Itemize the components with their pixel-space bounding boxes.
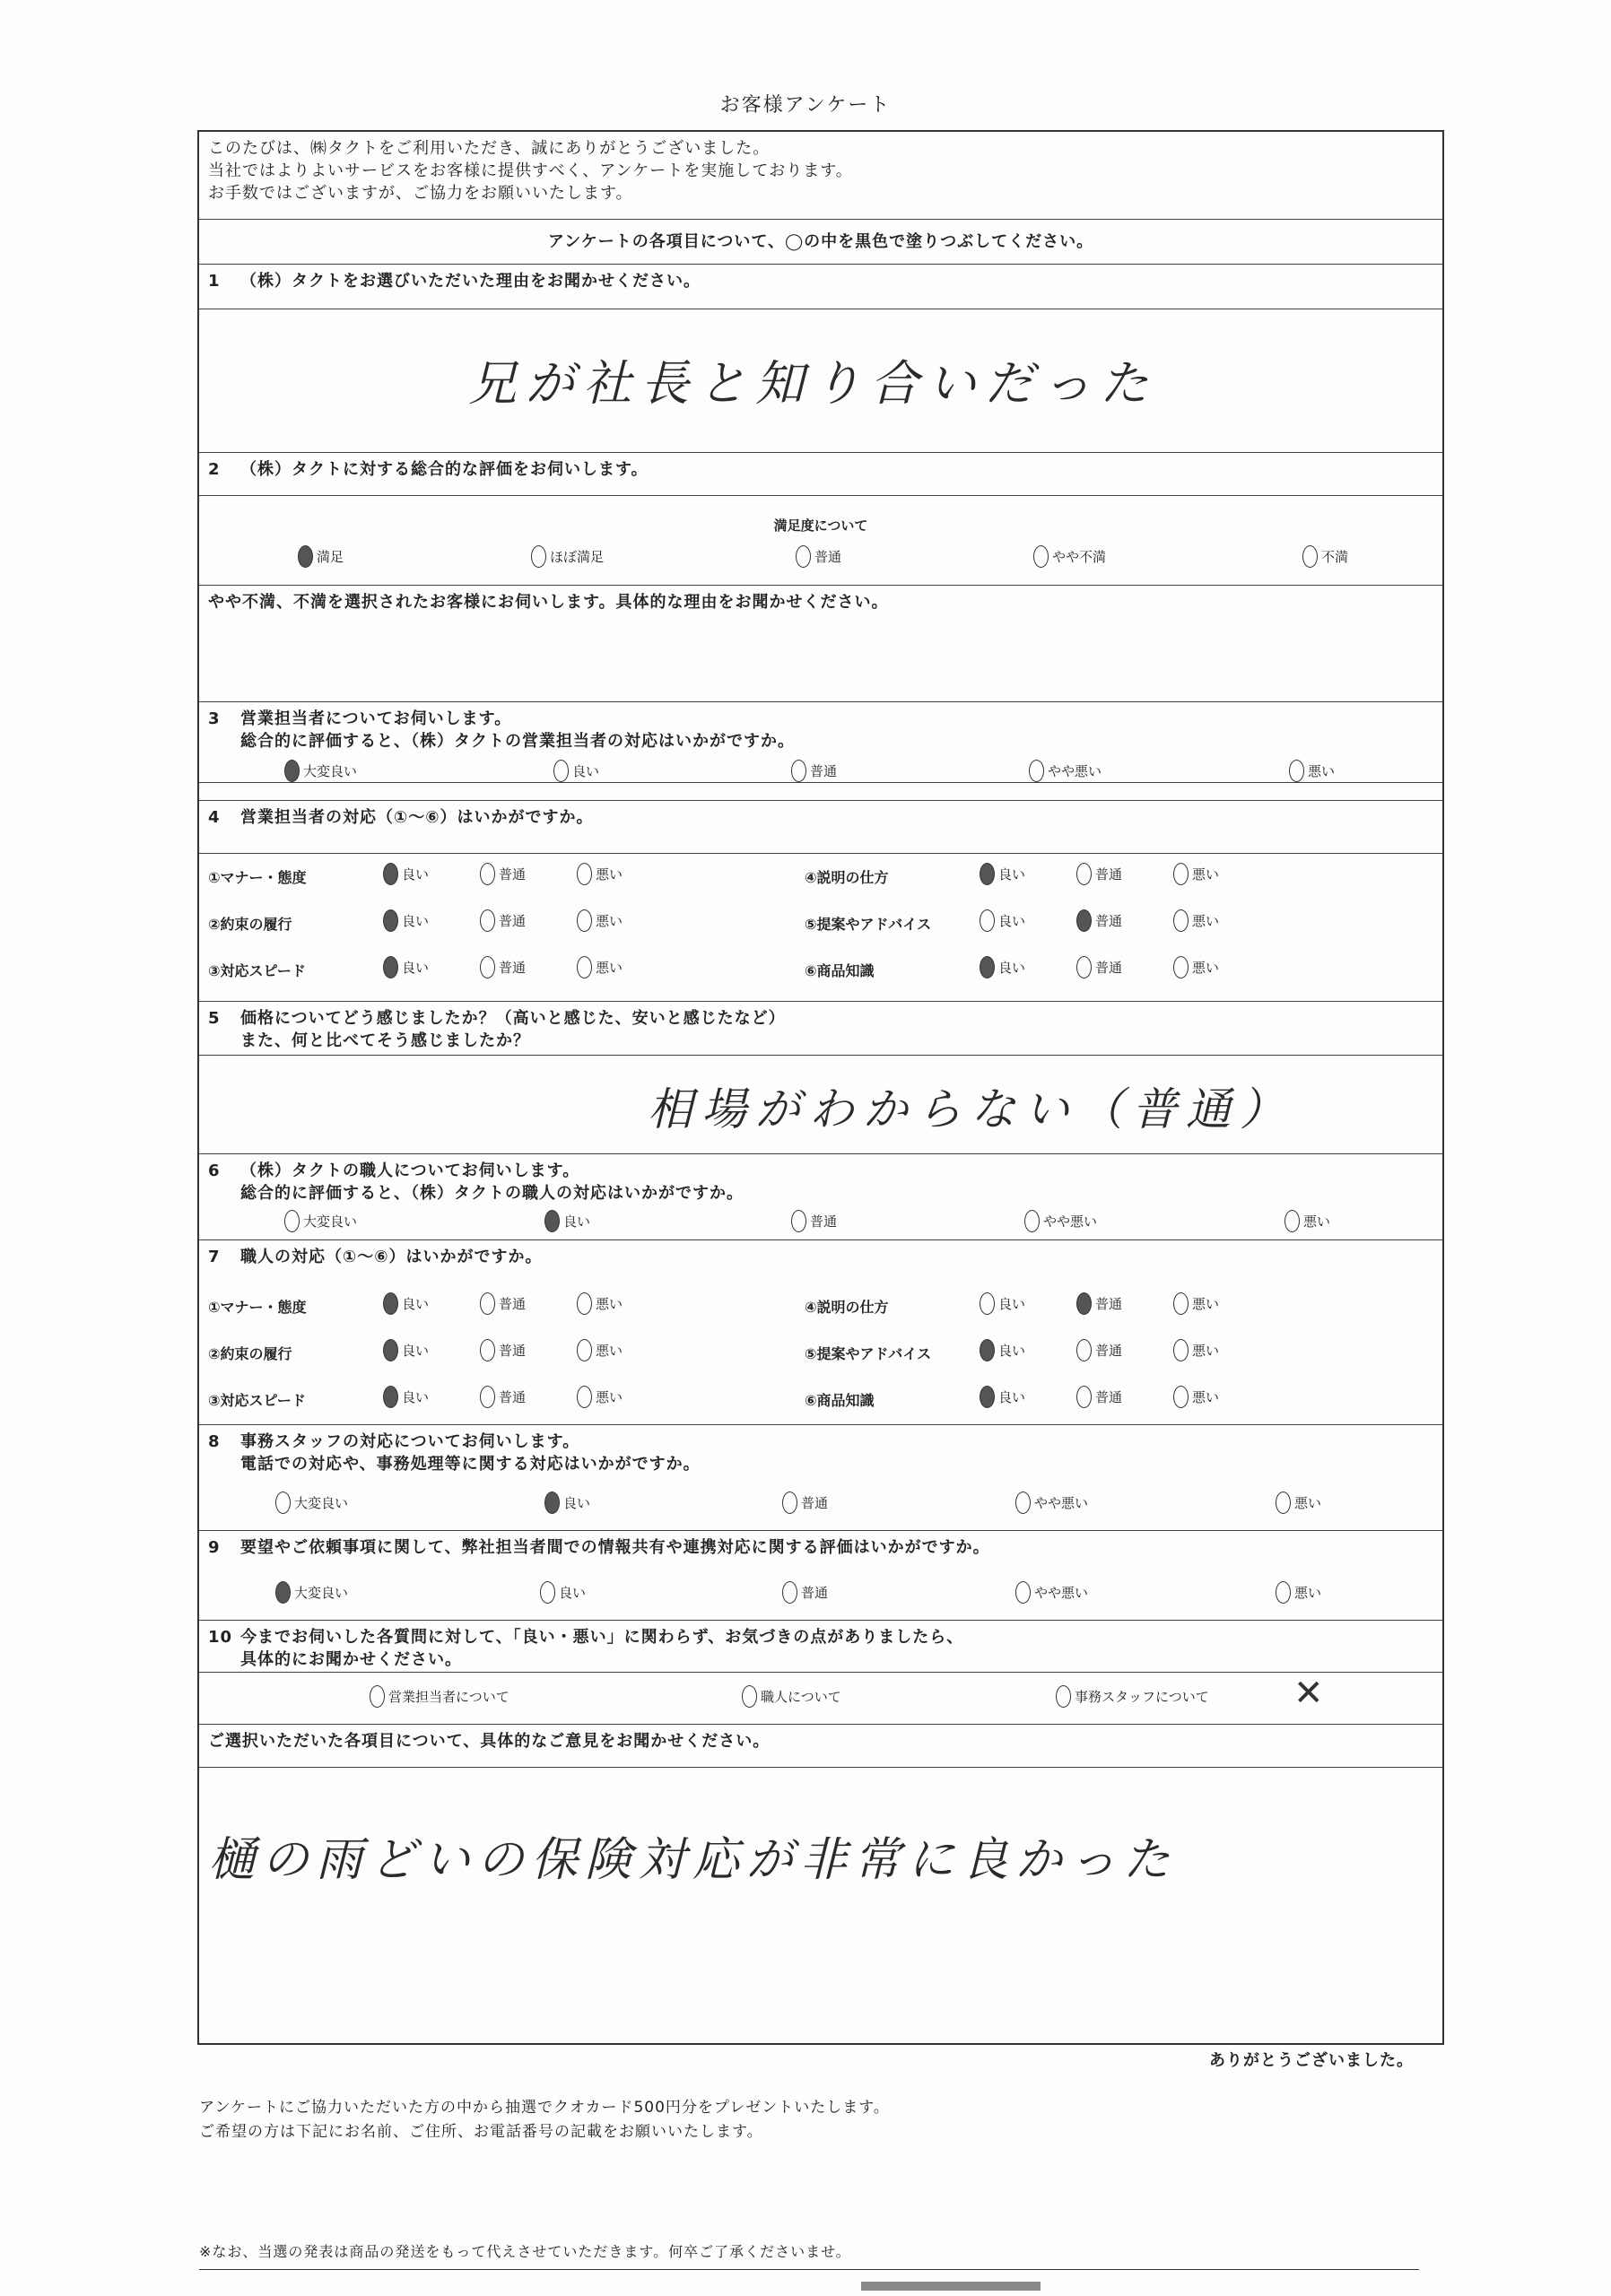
q4-header xyxy=(199,800,1442,854)
q2-option-label: 不満 xyxy=(1321,549,1349,565)
q1-answer-box[interactable] xyxy=(199,309,1442,453)
radio-circle-icon[interactable] xyxy=(980,909,995,932)
intro-line: このたびは、㈱タクトをご利用いただき、誠にありがとうございました。 xyxy=(208,139,771,158)
q7-scale-label: 悪い xyxy=(596,1296,623,1312)
radio-circle-icon[interactable] xyxy=(980,1292,995,1315)
q6-option[interactable] xyxy=(284,1210,357,1232)
q4-scale-label: 普通 xyxy=(1095,960,1123,976)
radio-circle-icon[interactable] xyxy=(1173,1292,1189,1315)
radio-circle-icon[interactable] xyxy=(1024,1210,1040,1232)
q2-option[interactable] xyxy=(531,545,604,568)
q8-option-label: 悪い xyxy=(1294,1495,1322,1511)
q4-scale-label: 悪い xyxy=(1192,960,1220,976)
q7-scale-label: 普通 xyxy=(1095,1343,1123,1359)
q4-number: 4 xyxy=(208,808,221,827)
q8-option[interactable] xyxy=(1015,1492,1088,1514)
footer-line: ご希望の方は下記にお名前、ご住所、お電話番号の記載をお願いいたします。 xyxy=(199,2123,763,2141)
radio-circle-icon[interactable] xyxy=(577,1386,592,1408)
q3-option[interactable] xyxy=(284,760,357,782)
q4-scale-option[interactable] xyxy=(1076,956,1122,978)
radio-circle-icon[interactable] xyxy=(1076,909,1092,932)
q7-item-label: ⑤提案やアドバイス xyxy=(805,1345,932,1362)
q6-option-label: 大変良い xyxy=(303,1213,358,1230)
q9-options-row xyxy=(199,1569,1442,1621)
q6-option[interactable] xyxy=(791,1210,837,1232)
radio-circle-icon[interactable] xyxy=(980,863,995,885)
radio-circle-icon[interactable] xyxy=(577,956,592,978)
q4-scale-label: 悪い xyxy=(596,960,623,976)
radio-circle-icon[interactable] xyxy=(480,1386,495,1408)
q6-option-label: 良い xyxy=(563,1213,591,1230)
q10-followup-text: ご選択いただいた各項目について、具体的なご意見をお聞かせください。 xyxy=(208,1732,771,1751)
q4-scale-label: 良い xyxy=(998,866,1026,883)
q4-scale-option[interactable] xyxy=(480,863,526,885)
q3-option-label: 良い xyxy=(572,763,600,779)
q7-scale-option[interactable] xyxy=(1173,1292,1219,1315)
q10-answer-box[interactable] xyxy=(199,1768,1442,2045)
q3-line2: 総合的に評価すると、（株）タクトの営業担当者の対応はいかがですか。 xyxy=(240,732,795,751)
q4-item-label: ⑥商品知識 xyxy=(805,962,875,979)
q7-header xyxy=(199,1240,1442,1283)
q5-handwritten-answer: 相場がわからない（普通） xyxy=(648,1083,1293,1135)
q4-scale-option[interactable] xyxy=(980,956,1025,978)
q7-text: 職人の対応（①～⑥）はいかがですか。 xyxy=(240,1248,543,1266)
footer-divider xyxy=(199,2269,1419,2270)
q10-header xyxy=(199,1621,1442,1673)
q9-option[interactable] xyxy=(275,1581,348,1604)
radio-circle-icon[interactable] xyxy=(531,545,546,568)
q10-followup-header xyxy=(199,1725,1442,1768)
q10-option-label: 営業担当者について xyxy=(388,1689,509,1705)
q7-item-label: ④説明の仕方 xyxy=(805,1299,889,1316)
q5-number: 5 xyxy=(208,1009,221,1028)
q4-scale-option[interactable] xyxy=(1173,863,1219,885)
q8-option[interactable] xyxy=(275,1492,348,1514)
radio-circle-icon[interactable] xyxy=(1173,956,1189,978)
q3-option-label: 悪い xyxy=(1308,763,1336,779)
thanks-text: ありがとうございました。 xyxy=(1209,2051,1414,2070)
q4-text: 営業担当者の対応（①～⑥）はいかがですか。 xyxy=(240,808,594,827)
q4-grid xyxy=(199,854,1442,1002)
radio-circle-icon[interactable] xyxy=(1302,545,1318,568)
q7-scale-option[interactable] xyxy=(577,1339,623,1361)
q2-option[interactable] xyxy=(1033,545,1106,568)
radio-circle-icon[interactable] xyxy=(980,1339,995,1361)
q7-scale-label: 悪い xyxy=(1192,1296,1220,1312)
q2-option-label: 普通 xyxy=(814,549,842,565)
q10-line2: 具体的にお聞かせください。 xyxy=(240,1650,462,1669)
q7-scale-label: 悪い xyxy=(596,1343,623,1359)
radio-circle-icon[interactable] xyxy=(577,1292,592,1315)
q10-option[interactable] xyxy=(1056,1685,1209,1708)
q4-item-label: ④説明の仕方 xyxy=(805,869,889,886)
radio-circle-icon[interactable] xyxy=(383,909,398,932)
q7-scale-option[interactable] xyxy=(383,1339,429,1361)
q6-option-label: 普通 xyxy=(810,1213,838,1230)
q2-followup-box[interactable] xyxy=(199,586,1442,702)
q6-line2: 総合的に評価すると、（株）タクトの職人の対応はいかがですか。 xyxy=(240,1184,744,1203)
radio-circle-icon[interactable] xyxy=(1076,1292,1092,1315)
q9-option[interactable] xyxy=(1276,1581,1321,1604)
q9-option-label: 悪い xyxy=(1294,1585,1322,1601)
q1-text: （株）タクトをお選びいただいた理由をお聞かせください。 xyxy=(240,272,701,291)
q4-scale-label: 良い xyxy=(998,960,1026,976)
q9-option[interactable] xyxy=(782,1581,828,1604)
survey-form xyxy=(197,130,1444,2045)
q2-option[interactable] xyxy=(298,545,344,568)
radio-circle-icon[interactable] xyxy=(480,863,495,885)
q6-option[interactable] xyxy=(1024,1210,1097,1232)
q4-scale-label: 良い xyxy=(402,866,430,883)
radio-circle-icon[interactable] xyxy=(544,1210,560,1232)
q6-option[interactable] xyxy=(544,1210,590,1232)
radio-circle-icon[interactable] xyxy=(796,545,811,568)
q5-header xyxy=(199,1002,1442,1056)
q6-number: 6 xyxy=(208,1161,221,1180)
q6-option[interactable] xyxy=(1284,1210,1330,1232)
q9-option-label: やや悪い xyxy=(1034,1585,1089,1601)
q7-scale-label: 悪い xyxy=(1192,1389,1220,1405)
q4-scale-option[interactable] xyxy=(577,863,623,885)
radio-circle-icon[interactable] xyxy=(782,1492,797,1514)
q7-grid xyxy=(199,1283,1442,1425)
q5-line2: また、何と比べてそう感じましたか？ xyxy=(240,1031,530,1050)
q7-scale-option[interactable] xyxy=(577,1386,623,1408)
radio-circle-icon[interactable] xyxy=(1015,1492,1031,1514)
radio-circle-icon[interactable] xyxy=(1029,760,1044,782)
radio-circle-icon[interactable] xyxy=(1276,1492,1291,1514)
q7-number: 7 xyxy=(208,1248,221,1266)
q6-header xyxy=(199,1154,1442,1203)
radio-circle-icon[interactable] xyxy=(577,863,592,885)
q2-sub-label: 満足度について xyxy=(773,517,868,534)
q8-option[interactable] xyxy=(782,1492,828,1514)
radio-circle-icon[interactable] xyxy=(275,1492,291,1514)
q9-option[interactable] xyxy=(540,1581,586,1604)
q10-cross-mark: ✕ xyxy=(1293,1673,1324,1714)
q4-scale-label: 悪い xyxy=(1192,913,1220,929)
radio-circle-icon[interactable] xyxy=(480,909,495,932)
radio-circle-icon[interactable] xyxy=(577,1339,592,1361)
bottom-bar xyxy=(861,2282,1041,2291)
q9-number: 9 xyxy=(208,1538,221,1557)
q3-option-label: やや悪い xyxy=(1048,763,1102,779)
radio-circle-icon[interactable] xyxy=(284,1210,300,1232)
q2-option-label: 満足 xyxy=(317,549,344,565)
radio-circle-icon[interactable] xyxy=(1289,760,1304,782)
radio-circle-icon[interactable] xyxy=(1173,1386,1189,1408)
q4-scale-option[interactable] xyxy=(577,909,623,932)
q10-number: 10 xyxy=(208,1628,233,1647)
q7-item-label: ③対応スピード xyxy=(208,1392,306,1409)
q7-scale-label: 良い xyxy=(998,1296,1026,1312)
q8-number: 8 xyxy=(208,1432,221,1451)
q4-scale-option[interactable] xyxy=(577,956,623,978)
q8-option-label: 良い xyxy=(563,1495,591,1511)
q4-scale-label: 普通 xyxy=(499,866,527,883)
q7-scale-option[interactable] xyxy=(383,1386,429,1408)
radio-circle-icon[interactable] xyxy=(383,956,398,978)
radio-circle-icon[interactable] xyxy=(1015,1581,1031,1604)
instruction: アンケートの各項目について、◯の中を黒色で塗りつぶしてください。 xyxy=(199,220,1442,265)
q8-option[interactable] xyxy=(1276,1492,1321,1514)
q4-scale-option[interactable] xyxy=(383,909,429,932)
radio-circle-icon[interactable] xyxy=(275,1581,291,1604)
q10-option[interactable] xyxy=(742,1685,841,1708)
q4-scale-label: 普通 xyxy=(499,960,527,976)
q9-header xyxy=(199,1531,1442,1569)
q4-scale-label: 普通 xyxy=(499,913,527,929)
q1-handwritten-answer: 兄が社長と知り合いだった xyxy=(468,355,1157,412)
q8-options-row xyxy=(199,1479,1442,1531)
q7-scale-option[interactable] xyxy=(1076,1339,1122,1361)
radio-circle-icon[interactable] xyxy=(383,1386,398,1408)
q2-option[interactable] xyxy=(1302,545,1348,568)
q7-scale-option[interactable] xyxy=(980,1386,1025,1408)
radio-circle-icon[interactable] xyxy=(742,1685,757,1708)
radio-circle-icon[interactable] xyxy=(370,1685,385,1708)
q6-option-label: 悪い xyxy=(1303,1213,1331,1230)
q3-option[interactable] xyxy=(553,760,599,782)
q7-scale-option[interactable] xyxy=(480,1292,526,1315)
q4-scale-option[interactable] xyxy=(480,909,526,932)
q10-line1: 今までお伺いした各質問に対して、「良い・悪い」に関わらず、お気づきの点がありましたら、 xyxy=(240,1628,964,1647)
radio-circle-icon[interactable] xyxy=(1076,863,1092,885)
q7-scale-option[interactable] xyxy=(1076,1386,1122,1408)
radio-circle-icon[interactable] xyxy=(1076,956,1092,978)
q6-line1: （株）タクトの職人についてお伺いします。 xyxy=(240,1161,580,1180)
q7-scale-option[interactable] xyxy=(577,1292,623,1315)
q10-option-label: 職人について xyxy=(761,1689,841,1705)
radio-circle-icon[interactable] xyxy=(1076,1339,1092,1361)
radio-circle-icon[interactable] xyxy=(1276,1581,1291,1604)
q10-handwritten-answer: 樋の雨どいの保険対応が非常に良かった xyxy=(208,1833,1178,1887)
radio-circle-icon[interactable] xyxy=(1076,1386,1092,1408)
intro-line: お手数ではございますが、ご協力をお願いいたします。 xyxy=(208,184,633,203)
q4-scale-option[interactable] xyxy=(1173,956,1219,978)
q5-line1: 価格についてどう感じましたか？（高いと感じた、安いと感じたなど） xyxy=(240,1009,786,1028)
q8-line1: 事務スタッフの対応についてお伺いします。 xyxy=(240,1432,580,1451)
q7-scale-label: 悪い xyxy=(596,1389,623,1405)
q3-option-label: 大変良い xyxy=(303,763,358,779)
q4-scale-label: 普通 xyxy=(1095,913,1123,929)
q4-item-label: ⑤提案やアドバイス xyxy=(805,916,932,933)
q8-header xyxy=(199,1425,1442,1479)
radio-circle-icon[interactable] xyxy=(1056,1685,1071,1708)
radio-circle-icon[interactable] xyxy=(791,760,806,782)
q3-option-label: 普通 xyxy=(810,763,838,779)
q8-option-label: 普通 xyxy=(801,1495,829,1511)
radio-circle-icon[interactable] xyxy=(1284,1210,1300,1232)
q4-scale-option[interactable] xyxy=(383,863,429,885)
q2-followup-text: やや不満、不満を選択されたお客様にお伺いします。具体的な理由をお聞かせください。 xyxy=(208,593,889,612)
q4-scale-option[interactable] xyxy=(980,909,1025,932)
q2-option-label: やや不満 xyxy=(1052,549,1107,565)
q4-item-label: ③対応スピード xyxy=(208,962,306,979)
q5-answer-box[interactable] xyxy=(199,1056,1442,1154)
q2-option[interactable] xyxy=(796,545,841,568)
q7-scale-option[interactable] xyxy=(480,1339,526,1361)
q2-options-row xyxy=(199,496,1442,586)
q4-scale-label: 普通 xyxy=(1095,866,1123,883)
q4-scale-option[interactable] xyxy=(1076,863,1122,885)
radio-circle-icon[interactable] xyxy=(383,1339,398,1361)
q7-scale-option[interactable] xyxy=(383,1292,429,1315)
radio-circle-icon[interactable] xyxy=(553,760,569,782)
q7-scale-label: 普通 xyxy=(499,1389,527,1405)
radio-circle-icon[interactable] xyxy=(1173,863,1189,885)
q7-item-label: ⑥商品知識 xyxy=(805,1392,875,1409)
q4-scale-label: 良い xyxy=(998,913,1026,929)
q9-option-label: 大変良い xyxy=(294,1585,349,1601)
footnote: ※なお、当選の発表は商品の発送をもって代えさせていただきます。何卒ご了承くださいませ。 xyxy=(199,2243,851,2260)
radio-circle-icon[interactable] xyxy=(1173,1339,1189,1361)
q3-option[interactable] xyxy=(1289,760,1335,782)
intro-line: 当社ではよりよいサービスをお客様に提供すべく、アンケートを実施しております。 xyxy=(208,161,853,180)
q2-header xyxy=(199,453,1442,496)
radio-circle-icon[interactable] xyxy=(980,956,995,978)
q2-option-label: ほぼ満足 xyxy=(550,549,605,565)
q4-scale-option[interactable] xyxy=(980,863,1025,885)
q7-scale-option[interactable] xyxy=(980,1339,1025,1361)
q7-scale-label: 良い xyxy=(402,1343,430,1359)
q3-number: 3 xyxy=(208,709,221,728)
q7-scale-label: 普通 xyxy=(499,1343,527,1359)
q7-scale-option[interactable] xyxy=(1173,1386,1219,1408)
q7-scale-label: 良い xyxy=(998,1389,1026,1405)
radio-circle-icon[interactable] xyxy=(383,1292,398,1315)
radio-circle-icon[interactable] xyxy=(1173,909,1189,932)
q4-scale-option[interactable] xyxy=(480,956,526,978)
q10-option-label: 事務スタッフについて xyxy=(1075,1689,1209,1705)
q9-option[interactable] xyxy=(1015,1581,1088,1604)
q9-text: 要望やご依頼事項に関して、弊社担当者間での情報共有や連携対応に関する評価はいかがですか。 xyxy=(240,1538,990,1557)
q3-option[interactable] xyxy=(1029,760,1102,782)
q10-option[interactable] xyxy=(370,1685,509,1708)
q7-scale-label: 悪い xyxy=(1192,1343,1220,1359)
q4-item-label: ②約束の履行 xyxy=(208,916,292,933)
q4-scale-label: 悪い xyxy=(1192,866,1220,883)
footer-line: アンケートにご協力いただいた方の中から抽選でクオカード500円分をプレゼントいたします。 xyxy=(199,2099,890,2117)
q8-option-label: やや悪い xyxy=(1034,1495,1089,1511)
q1-number: 1 xyxy=(208,272,221,291)
q1-header xyxy=(199,265,1442,309)
q8-option[interactable] xyxy=(544,1492,590,1514)
q7-scale-option[interactable] xyxy=(480,1386,526,1408)
radio-circle-icon[interactable] xyxy=(782,1581,797,1604)
radio-circle-icon[interactable] xyxy=(480,956,495,978)
q7-scale-option[interactable] xyxy=(980,1292,1025,1315)
q7-scale-label: 良い xyxy=(402,1389,430,1405)
q9-option-label: 普通 xyxy=(801,1585,829,1601)
q4-scale-label: 良い xyxy=(402,960,430,976)
q4-item-label: ①マナー・態度 xyxy=(208,869,307,886)
radio-circle-icon[interactable] xyxy=(980,1386,995,1408)
q2-text: （株）タクトに対する総合的な評価をお伺いします。 xyxy=(240,460,649,479)
q6-option-label: やや悪い xyxy=(1043,1213,1098,1230)
q3-line1: 営業担当者についてお伺いします。 xyxy=(240,709,512,728)
q4-scale-label: 悪い xyxy=(596,866,623,883)
q7-scale-label: 普通 xyxy=(1095,1296,1123,1312)
q4-scale-option[interactable] xyxy=(1173,909,1219,932)
q4-scale-label: 悪い xyxy=(596,913,623,929)
q8-option-label: 大変良い xyxy=(294,1495,349,1511)
radio-circle-icon[interactable] xyxy=(480,1292,495,1315)
q10-options-row xyxy=(199,1673,1442,1725)
q8-line2: 電話での対応や、事務処理等に関する対応はいかがですか。 xyxy=(240,1455,701,1474)
radio-circle-icon[interactable] xyxy=(544,1492,560,1514)
q7-item-label: ①マナー・態度 xyxy=(208,1299,307,1316)
q9-option-label: 良い xyxy=(559,1585,587,1601)
q2-number: 2 xyxy=(208,460,221,479)
q7-scale-option[interactable] xyxy=(1173,1339,1219,1361)
radio-circle-icon[interactable] xyxy=(540,1581,555,1604)
radio-circle-icon[interactable] xyxy=(1033,545,1049,568)
radio-circle-icon[interactable] xyxy=(383,863,398,885)
q6-options-row xyxy=(199,1203,1442,1240)
q4-scale-option[interactable] xyxy=(383,956,429,978)
q7-scale-label: 良い xyxy=(402,1296,430,1312)
q4-scale-option[interactable] xyxy=(1076,909,1122,932)
q7-scale-label: 良い xyxy=(998,1343,1026,1359)
page-title: お客様アンケート xyxy=(719,94,892,117)
radio-circle-icon[interactable] xyxy=(577,909,592,932)
radio-circle-icon[interactable] xyxy=(284,760,300,782)
q7-scale-label: 普通 xyxy=(1095,1389,1123,1405)
q7-scale-option[interactable] xyxy=(1076,1292,1122,1315)
intro-block xyxy=(199,132,1442,220)
q7-scale-label: 普通 xyxy=(499,1296,527,1312)
radio-circle-icon[interactable] xyxy=(791,1210,806,1232)
radio-circle-icon[interactable] xyxy=(480,1339,495,1361)
q7-item-label: ②約束の履行 xyxy=(208,1345,292,1362)
q3-option[interactable] xyxy=(791,760,837,782)
q3-options-row xyxy=(199,751,1442,796)
radio-circle-icon[interactable] xyxy=(298,545,313,568)
q4-scale-label: 良い xyxy=(402,913,430,929)
